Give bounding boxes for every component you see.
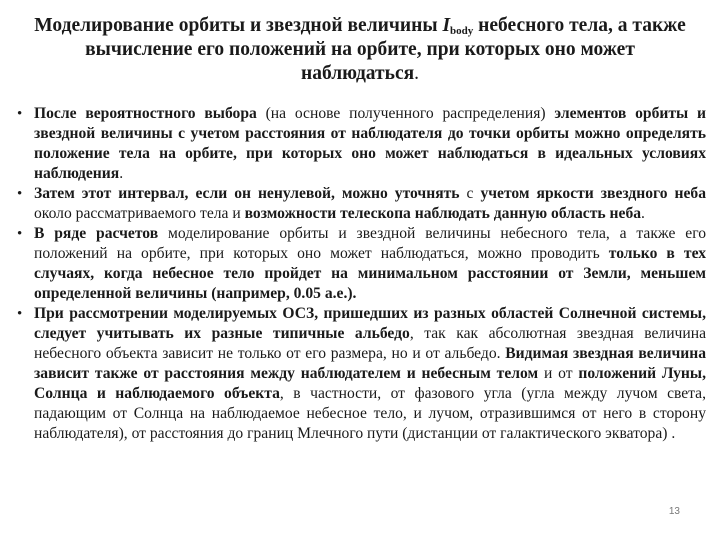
bullet-3-text: только в тех случаях, когда небесное тело пройдет на минимальном расстоянии от Земли, меньшем определенной величины (например, 0.05 а.е.). [34,245,706,302]
title-symbol-subscript: body [450,25,474,37]
bullet-2-text: около рассматриваемого тела и [34,205,245,222]
bullet-2-text: учетом яркости звездного неба [480,185,706,202]
bullet-item-1 [14,104,706,184]
title-part-2: небесного тела, а также вычисление его положений на орбите, при которых оно может наблюдаться [85,15,686,84]
bullet-icon: • [17,106,23,122]
title-part-1: Моделирование орбиты и звездной величины [34,15,443,36]
bullet-3-text: моделирование орбиты и звездной величины небесного тела, а также его положений на орбите, при которых оно может наблюдаться, можно проводить [34,225,707,262]
bullet-2-text: . [641,205,645,222]
bullet-item-4 [14,304,706,444]
bullet-item-2 [14,184,706,224]
bullet-2-text: возможности телескопа наблюдать данную область неба [244,205,642,222]
bullet-list [14,104,706,444]
bullet-1-text: элементов орбиты и звездной величины с учетом расстояния от наблюдателя до точки орбиты можно определять положение тела на орбите, при которых оно может наблюдаться в идеальных условиях наблюдения [34,105,706,182]
bullet-4-text: , так как абсолютная звездная величина небесного объекта зависит не только от его размера, но и от альбедо. [34,325,706,362]
bullet-item-3 [14,224,706,304]
bullet-3-text: В ряде расчетов [34,225,159,242]
bullet-4-text: и от [538,365,579,382]
bullet-icon: • [17,186,23,202]
bullet-4-text: , в частности, от фазового угла (угла между лучом света, падающим от Солнца на наблюдаемое небесное тело, и лучом, отразившимся от него в сторону наблюдателя), от расстояния до границ Млечного пути (дистанции от галактического экватора) . [34,385,707,442]
bullet-4-text: При рассмотрении моделируемых ОСЗ, пришедших из разных областей Солнечной системы, следует учитывать их разные типичные альбедо [34,305,706,342]
bullet-1-text: После вероятностного выбора [34,105,257,122]
page-number: 13 [668,506,680,517]
title-period: . [414,63,420,84]
bullet-1-text: (на основе полученного распределения) [256,105,555,122]
bullet-2-text: с [459,185,481,202]
bullet-2-text: Затем этот интервал, если он ненулевой, можно уточнять [34,185,460,202]
bullet-4-text: положений Луны, Солнца и наблюдаемого объекта [34,365,706,402]
bullet-icon: • [17,226,23,242]
bullet-1-text: . [119,165,124,182]
bullet-icon: • [17,306,23,322]
bullet-4-text: Видимая звездная величина зависит также от расстояния между наблюдателем и небесным телом [34,345,707,382]
title-symbol-i: I [442,15,451,36]
slide-title [32,14,688,86]
